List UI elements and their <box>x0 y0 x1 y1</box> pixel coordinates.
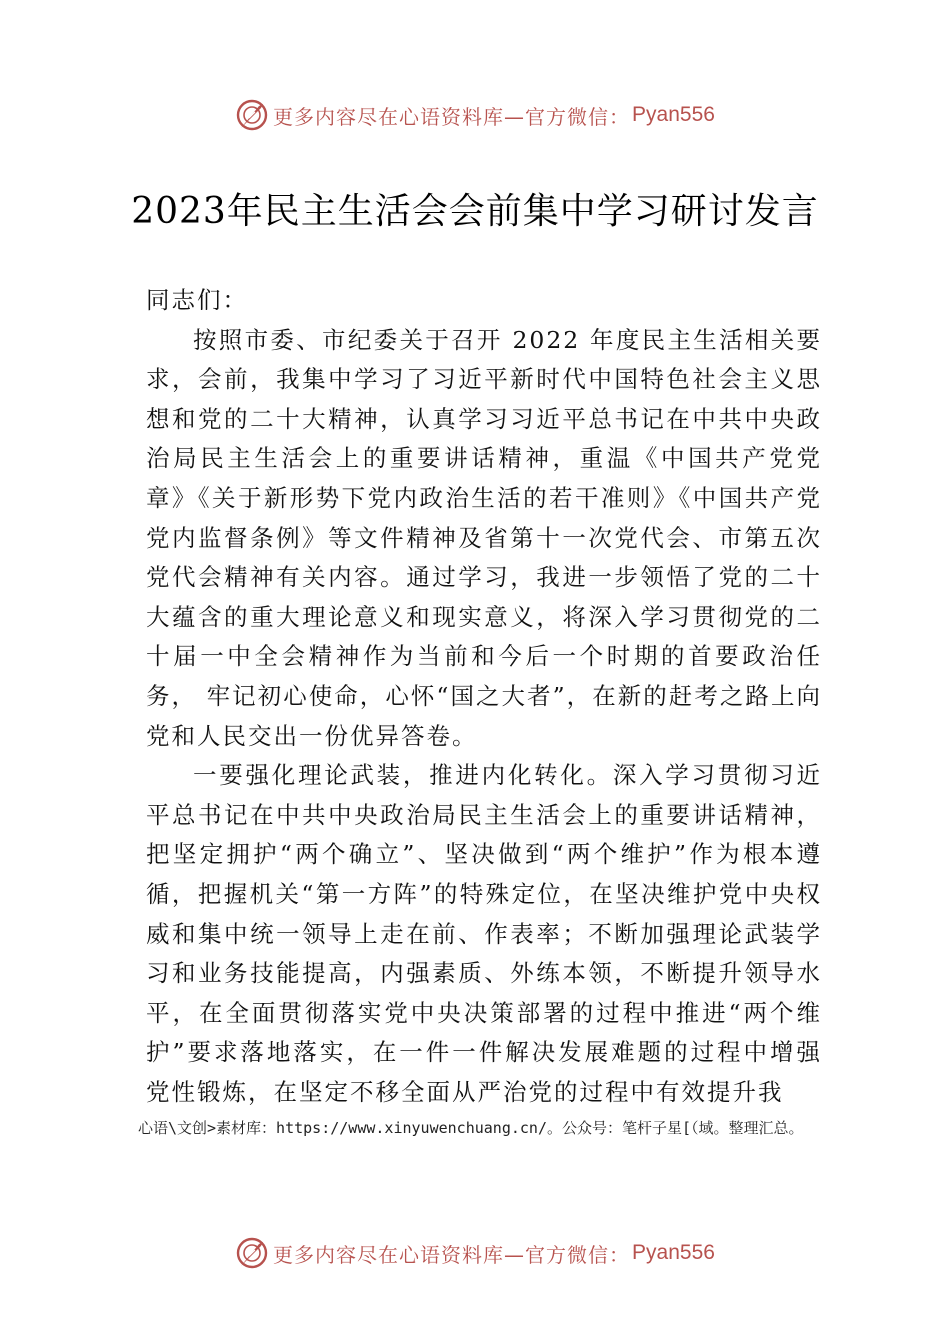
banner-wechat-id: Pyan556 <box>632 1241 715 1264</box>
paragraph-1: 按照市委、市纪委关于召开 2022 年度民主生活相关要求，会前，我集中学习了习近平新时代中国特色社会主义思想和党的二十大精神，认真学习习近平总书记在中共中央政治局民主生活会上的重要讲话精神，重温《中国共产党党章》《关于新形势下党内政治生活的若干准则》《中国共产党党内监督条例》等文件精神及省第十一次党代会、市第五次党代会精神有关内容。通过学习，我进一步领悟了党的二十大蕴含的重大理论意义和现实意义，将深入学习贯彻党的二十届一中全会精神作为当前和今后一个时期的首要政治任务， 牢记初心使命，心怀“国之大者”，在新的赶考之路上向党和人民交出一份优异答卷。 <box>146 325 822 750</box>
document-body <box>146 281 822 1112</box>
salutation: 同志们： <box>146 286 248 314</box>
document-title: 2023年民主生活会会前集中学习研讨发言 <box>131 191 819 232</box>
footer-banner <box>0 1233 950 1273</box>
paragraph-2: 一要强化理论武装，推进内化转化。深入学习贯彻习近平总书记在中共中央政治局民主生活会上的重要讲话精神， 把坚定拥护“两个确立”、坚决做到“两个维护”作为根本遵循，把握机关“第一方阵”的特殊定位，在坚决维护党中央权威和集中统一领导上走在前、作表率；不断加强理论武装学习和业务技能提高，内强素质、外练本领，不断提升领导水平，在全面贯彻落实党中央决策部署的过程中推进“两个维护”要求落地落实，在一件一件解决发展难题的过程中增强党性锻炼，在坚定不移全面从严治党的过程中有效提升我 <box>146 761 822 1106</box>
footnote: 心语\文创>素材库：https://www.xinyuwenchuang.cn/。公众号：笔杆子星[（域。整理汇总。 <box>138 1119 804 1137</box>
header-banner <box>0 95 950 135</box>
banner-text: 更多内容尽在心语资料库—官方微信： <box>273 104 631 129</box>
quill-logo-icon <box>235 98 269 132</box>
quill-logo-icon <box>235 1236 269 1270</box>
banner-wechat-id: Pyan556 <box>632 103 715 126</box>
banner-text: 更多内容尽在心语资料库—官方微信： <box>273 1242 631 1267</box>
